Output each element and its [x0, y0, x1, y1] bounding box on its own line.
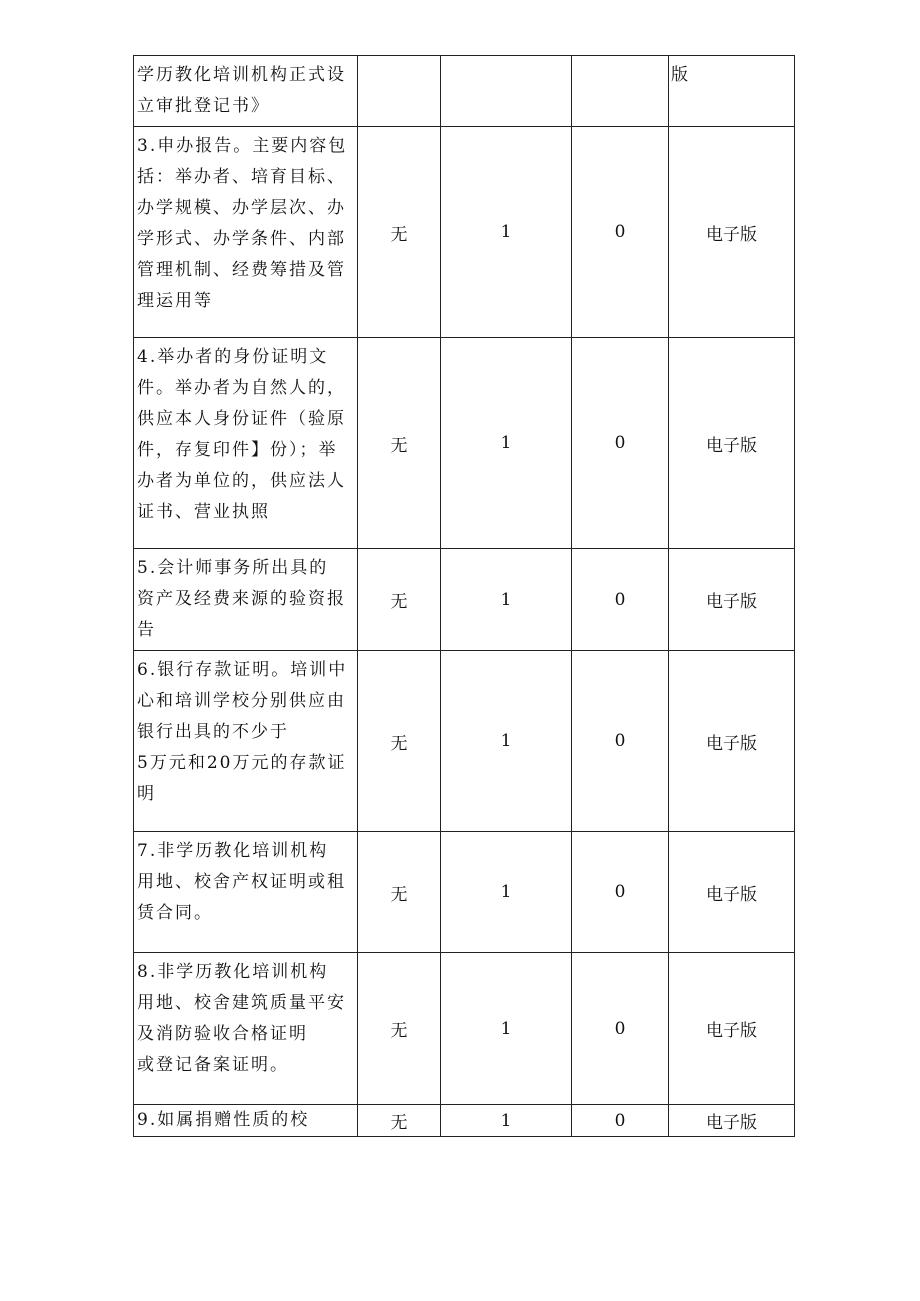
cell-original-copy: 无 — [358, 832, 441, 953]
cell-format: 电子版 — [669, 953, 795, 1105]
cell-copies: 1 — [441, 549, 572, 651]
cell-format: 电子版 — [669, 832, 795, 953]
table-row — [134, 832, 795, 953]
row-description: 8.非学历教化培训机构 用地、校舍建筑质量平安 及消防验收合格证明 或登记备案证明。 — [134, 953, 358, 1105]
row-description: 5.会计师事务所出具的 资产及经费来源的验资报 告 — [134, 549, 358, 651]
cell-format: 电子版 — [669, 338, 795, 549]
table-row — [134, 338, 795, 549]
table-row — [134, 953, 795, 1105]
cell-count: 0 — [572, 127, 669, 338]
table-row — [134, 549, 795, 651]
cell-copies: 1 — [441, 1105, 572, 1137]
cell-original-copy — [358, 56, 441, 127]
row-description: 6.银行存款证明。培训中 心和培训学校分别供应由 银行出具的不少于 5万元和20万元的存款证 明 — [134, 651, 358, 832]
cell-count: 0 — [572, 338, 669, 549]
cell-count: 0 — [572, 832, 669, 953]
row-description: 4.举办者的身份证明文 件。举办者为自然人的， 供应本人身份证件（验原 件，存复印件】份）；举 办者为单位的，供应法人 证书、营业执照 — [134, 338, 358, 549]
cell-copies: 1 — [441, 338, 572, 549]
row-description: 9.如属捐赠性质的校 — [134, 1105, 358, 1137]
cell-copies: 1 — [441, 651, 572, 832]
cell-format: 电子版 — [669, 549, 795, 651]
materials-table — [133, 55, 795, 1137]
cell-format: 电子版 — [669, 127, 795, 338]
table-row — [134, 1105, 795, 1137]
row-description: 7.非学历教化培训机构 用地、校舍产权证明或租 赁合同。 — [134, 832, 358, 953]
cell-original-copy: 无 — [358, 338, 441, 549]
cell-count: 0 — [572, 651, 669, 832]
cell-original-copy: 无 — [358, 651, 441, 832]
cell-count — [572, 56, 669, 127]
table-row — [134, 651, 795, 832]
cell-format: 版 — [669, 56, 795, 127]
cell-copies: 1 — [441, 832, 572, 953]
cell-count: 0 — [572, 953, 669, 1105]
row-description: 学历教化培训机构正式设 立审批登记书》 — [134, 56, 358, 127]
cell-original-copy: 无 — [358, 549, 441, 651]
cell-format: 电子版 — [669, 651, 795, 832]
cell-copies: 1 — [441, 953, 572, 1105]
table-row — [134, 56, 795, 127]
cell-original-copy: 无 — [358, 127, 441, 338]
cell-original-copy: 无 — [358, 953, 441, 1105]
table-row — [134, 127, 795, 338]
cell-count: 0 — [572, 1105, 669, 1137]
cell-original-copy: 无 — [358, 1105, 441, 1137]
cell-copies: 1 — [441, 127, 572, 338]
row-description: 3.申办报告。主要内容包 括：举办者、培育目标、 办学规模、办学层次、办 学形式、办学条件、内部 管理机制、经费筹措及管 理运用等 — [134, 127, 358, 338]
cell-count: 0 — [572, 549, 669, 651]
cell-copies — [441, 56, 572, 127]
cell-format: 电子版 — [669, 1105, 795, 1137]
